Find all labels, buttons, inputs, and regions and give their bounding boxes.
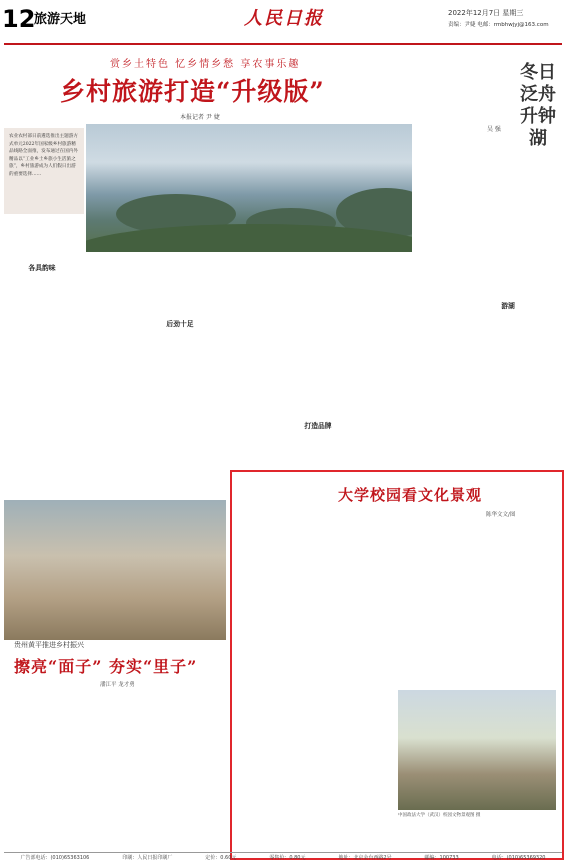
main-article-lead: 农业农村部日前遴选推出主题游方式单元2022年国家级乡村旅游精品线路全面推，发布通过在国内外精品以“工业乡土乡旅小生活旅之旅”，乡村旅游成为人们假日出游的重要选择…… — [4, 128, 84, 214]
footer-item: 印刷：人民日报印刷厂 — [122, 855, 173, 861]
right-column-title: 冬日泛舟升钟湖 — [520, 62, 556, 149]
campus-article-photo — [398, 690, 556, 810]
campus-article-title: 大学校园看文化景观 — [338, 486, 483, 504]
page-footer — [4, 852, 562, 862]
campus-article-author: 陈华文文/图 — [486, 512, 516, 518]
bottom-left-kicker: 贵州黄平推进乡村振兴 — [14, 641, 84, 649]
footer-item: 定价：0.60元 — [205, 855, 237, 861]
subhead-1: 各具韵味 — [28, 264, 56, 272]
section-title: 旅游天地 — [34, 12, 87, 27]
right-column-author: 吴 强 — [487, 126, 501, 133]
page-number: 12 — [2, 5, 36, 33]
main-article-slogan: 赏乡土特色 忆乡情乡愁 享农事乐趣 — [110, 59, 301, 70]
newspaper-logo: 人民日报 — [244, 8, 324, 29]
right-column-text — [414, 60, 518, 260]
subhead-2: 后劲十足 — [166, 320, 194, 328]
footer-item: 地址：北京金台西路2号 — [338, 855, 392, 861]
footer-item: 广告部电话：(010)65363106 — [20, 855, 90, 861]
right-column-subhead: 游湖 — [501, 302, 515, 310]
main-article-byline: 本报记者 尹 婕 — [180, 114, 220, 121]
footer-item: 邮编：100733 — [424, 855, 459, 861]
bottom-left-author: 潘江平 龙才勇 — [100, 682, 135, 688]
header-rule — [4, 43, 562, 45]
bottom-left-title: 擦亮“面子” 夯实“里子” — [14, 657, 198, 676]
campus-photo-caption: 中国政法大学（武汉）校园文物景观图 摄 — [398, 813, 481, 818]
bottom-left-photo — [4, 500, 226, 640]
main-article-photo — [86, 124, 414, 252]
issue-date: 2022年12月7日 星期三 — [448, 9, 524, 17]
subhead-3: 打造品牌 — [304, 422, 332, 430]
main-article-title: 乡村旅游打造“升级版” — [60, 77, 325, 106]
footer-item: 零售价：0.80元 — [269, 855, 306, 861]
footer-item: 电话：(010)65369320 — [491, 855, 546, 861]
editor-info: 责编：尹婕 电邮：rmbhwjyj@163.com — [448, 22, 549, 28]
